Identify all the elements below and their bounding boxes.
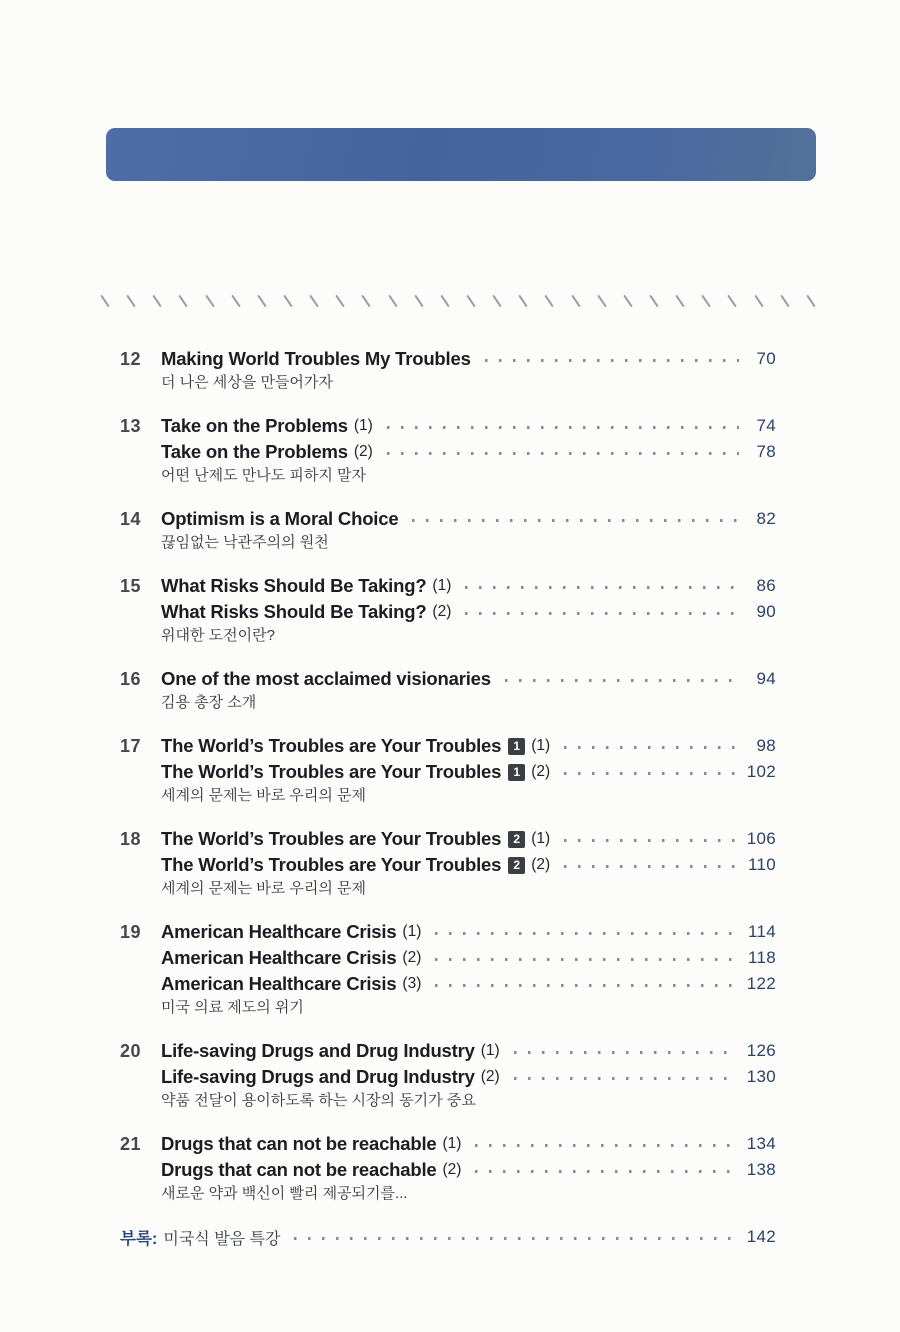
page-number: 114: [747, 922, 776, 941]
entry-body: [161, 1038, 776, 1111]
appendix-title: 미국식 발음 특강: [163, 1230, 281, 1248]
entry-number: 18: [120, 829, 142, 849]
toc-line: [161, 573, 776, 599]
entry-part-label: (1): [442, 1135, 462, 1152]
entry-number: 13: [120, 416, 142, 436]
entry-number: 17: [120, 736, 142, 756]
entry-lines: [161, 1131, 776, 1183]
toc-line: [161, 852, 776, 878]
page-number: 138: [746, 1160, 776, 1179]
entry-title: American Healthcare Crisis: [161, 947, 397, 968]
slash-mark-icon: [519, 295, 528, 308]
slash-mark-icon: [231, 295, 240, 308]
entry-part-label: (1): [531, 830, 551, 847]
dot-leader: [564, 865, 738, 868]
entry-body: [161, 346, 776, 393]
slash-mark-icon: [754, 295, 763, 308]
toc-line: [161, 666, 776, 692]
slash-mark-icon: [675, 295, 684, 308]
entry-part-label: (2): [353, 443, 373, 460]
toc-line: [161, 413, 776, 439]
entry-title: Life-saving Drugs and Drug Industry: [161, 1066, 475, 1087]
entry-title: Take on the Problems: [161, 415, 348, 436]
entry-part-label: (2): [402, 949, 422, 966]
toc-line: [161, 759, 776, 785]
dot-leader: [465, 612, 739, 615]
toc-entry: [120, 413, 776, 486]
entry-number: 15: [120, 576, 142, 596]
entry-title: The World’s Troubles are Your Troubles: [161, 761, 502, 782]
entry-body: [161, 826, 776, 899]
dot-leader: [475, 1144, 736, 1147]
toc-line: [161, 971, 776, 997]
entry-lines: [161, 413, 776, 465]
dot-leader: [514, 1051, 737, 1054]
slash-mark-icon: [205, 295, 214, 308]
page-number: 126: [746, 1041, 776, 1060]
page-number: 78: [756, 442, 776, 461]
entry-number: 19: [120, 922, 142, 942]
toc-line: [161, 439, 776, 465]
entry-subtitle: 미국 의료 제도의 위기: [161, 999, 304, 1016]
slash-mark-icon: [597, 295, 606, 308]
entry-subtitle: 더 나은 세상을 만들어가자: [161, 374, 333, 391]
slash-mark-icon: [388, 295, 397, 308]
toc-line: [161, 1157, 776, 1183]
entry-lines: [161, 1038, 776, 1090]
page-number: 130: [746, 1067, 776, 1086]
entry-title: The World’s Troubles are Your Troubles: [161, 854, 502, 875]
entry-title: Life-saving Drugs and Drug Industry: [161, 1040, 475, 1061]
page-number: 106: [746, 829, 776, 848]
entry-body: [161, 506, 776, 553]
entry-part-label: (2): [432, 603, 452, 620]
page-number: 82: [756, 509, 776, 528]
part-number-badge: 1: [508, 764, 525, 781]
part-number-badge: 2: [508, 857, 525, 874]
toc-list: [120, 346, 776, 1250]
entry-lines: [161, 826, 776, 878]
page-number: 70: [756, 349, 776, 368]
slash-mark-icon: [179, 295, 188, 308]
entry-subtitle: 위대한 도전이란?: [161, 627, 275, 644]
entry-title: Take on the Problems: [161, 441, 348, 462]
toc-entry: [120, 506, 776, 553]
entry-part-label: (3): [402, 975, 422, 992]
entry-title: One of the most acclaimed visionaries: [161, 668, 491, 689]
slash-mark-icon: [492, 295, 501, 308]
entry-body: [161, 733, 776, 806]
page-number: 122: [746, 974, 776, 993]
entry-part-label: (2): [531, 856, 551, 873]
slash-divider: [104, 292, 812, 310]
slash-mark-icon: [362, 295, 371, 308]
slash-mark-icon: [571, 295, 580, 308]
toc-entry: [120, 826, 776, 899]
entry-subtitle: 세계의 문제는 바로 우리의 문제: [161, 880, 367, 897]
toc-line: [161, 919, 776, 945]
page-number: 118: [747, 948, 776, 967]
dot-leader: [475, 1170, 736, 1173]
dot-leader: [564, 772, 737, 775]
entry-number: 12: [120, 349, 142, 369]
slash-mark-icon: [780, 295, 789, 308]
entry-subtitle: 끊임없는 낙관주의의 원천: [161, 534, 329, 551]
slash-mark-icon: [257, 295, 266, 308]
slash-mark-icon: [309, 295, 318, 308]
toc-line: [161, 1131, 776, 1157]
entry-title: American Healthcare Crisis: [161, 973, 397, 994]
toc-line: [161, 1038, 776, 1064]
part-number-badge: 2: [508, 831, 525, 848]
dot-leader: [564, 746, 739, 749]
dot-leader: [465, 586, 739, 589]
entry-lines: [161, 919, 776, 997]
slash-mark-icon: [283, 295, 292, 308]
slash-mark-icon: [806, 295, 815, 308]
page-number: 86: [756, 576, 776, 595]
entry-part-label: (1): [480, 1042, 500, 1059]
page-number: 102: [746, 762, 776, 781]
appendix-label: 부록:: [120, 1230, 158, 1248]
entry-lines: [161, 666, 776, 692]
dot-leader: [412, 519, 739, 522]
entry-subtitle: 어떤 난제도 만나도 피하지 말자: [161, 467, 367, 484]
dot-leader: [435, 984, 736, 987]
dot-leader: [387, 452, 739, 455]
page-number: 134: [746, 1134, 776, 1153]
entry-subtitle: 김용 총장 소개: [161, 694, 257, 711]
slash-mark-icon: [545, 295, 554, 308]
toc-line: [161, 599, 776, 625]
entry-lines: [161, 733, 776, 785]
slash-mark-icon: [153, 295, 162, 308]
entry-title: American Healthcare Crisis: [161, 921, 397, 942]
page-number: 110: [747, 855, 776, 874]
entry-body: [161, 1131, 776, 1204]
dot-leader: [387, 426, 739, 429]
slash-mark-icon: [649, 295, 658, 308]
toc-entry: [120, 1131, 776, 1204]
toc-entry: [120, 1038, 776, 1111]
toc-entry: [120, 346, 776, 393]
entry-title: What Risks Should Be Taking?: [161, 575, 427, 596]
slash-mark-icon: [414, 295, 423, 308]
entry-title: Drugs that can not be reachable: [161, 1159, 437, 1180]
dot-leader: [485, 359, 739, 362]
entry-part-label: (1): [531, 737, 551, 754]
entry-part-label: (1): [402, 923, 422, 940]
entry-title: Optimism is a Moral Choice: [161, 508, 399, 529]
entry-lines: [161, 346, 776, 372]
slash-mark-icon: [440, 295, 449, 308]
dot-leader: [505, 679, 739, 682]
dot-leader: [294, 1237, 736, 1240]
toc-entry: [120, 666, 776, 713]
entry-title: The World’s Troubles are Your Troubles: [161, 828, 502, 849]
dot-leader: [435, 958, 738, 961]
toc-entry: [120, 573, 776, 646]
chapter-banner: [106, 128, 816, 181]
entry-title: Drugs that can not be reachable: [161, 1133, 437, 1154]
slash-mark-icon: [336, 295, 345, 308]
dot-leader: [564, 839, 737, 842]
appendix-row: [120, 1224, 776, 1250]
entry-part-label: (1): [432, 577, 452, 594]
entry-number: 16: [120, 669, 142, 689]
entry-number: 21: [120, 1134, 142, 1154]
entry-title: What Risks Should Be Taking?: [161, 601, 427, 622]
toc-entry: [120, 919, 776, 1018]
slash-mark-icon: [623, 295, 632, 308]
toc-line: [161, 733, 776, 759]
entry-part-label: (2): [442, 1161, 462, 1178]
slash-mark-icon: [100, 295, 109, 308]
slash-mark-icon: [466, 295, 475, 308]
toc-line: [161, 346, 776, 372]
toc-line: [161, 1064, 776, 1090]
entry-subtitle: 약품 전달이 용이하도록 하는 시장의 동기가 중요: [161, 1092, 476, 1109]
toc-line: [161, 945, 776, 971]
page-number: 94: [756, 669, 776, 688]
entry-number: 20: [120, 1041, 142, 1061]
entry-part-label: (2): [480, 1068, 500, 1085]
entry-title: Making World Troubles My Troubles: [161, 348, 471, 369]
entry-body: [161, 919, 776, 1018]
dot-leader: [514, 1077, 737, 1080]
entry-lines: [161, 506, 776, 532]
dot-leader: [435, 932, 738, 935]
entry-body: [161, 413, 776, 486]
entry-title: The World’s Troubles are Your Troubles: [161, 735, 502, 756]
slash-mark-icon: [701, 295, 710, 308]
slash-mark-icon: [728, 295, 737, 308]
slash-mark-icon: [126, 295, 135, 308]
page-number: 90: [756, 602, 776, 621]
entry-subtitle: 새로운 약과 백신이 빨리 제공되기를...: [161, 1185, 408, 1202]
entry-subtitle: 세계의 문제는 바로 우리의 문제: [161, 787, 367, 804]
entry-lines: [161, 573, 776, 625]
toc-line: [161, 506, 776, 532]
entry-body: [161, 666, 776, 713]
page-number: 98: [756, 736, 776, 755]
part-number-badge: 1: [508, 738, 525, 755]
toc-entry: [120, 733, 776, 806]
page-number: 142: [746, 1227, 776, 1246]
entry-number: 14: [120, 509, 142, 529]
entry-part-label: (2): [531, 763, 551, 780]
entry-body: [161, 573, 776, 646]
page-number: 74: [756, 416, 776, 435]
toc-line: [161, 826, 776, 852]
entry-part-label: (1): [353, 417, 373, 434]
